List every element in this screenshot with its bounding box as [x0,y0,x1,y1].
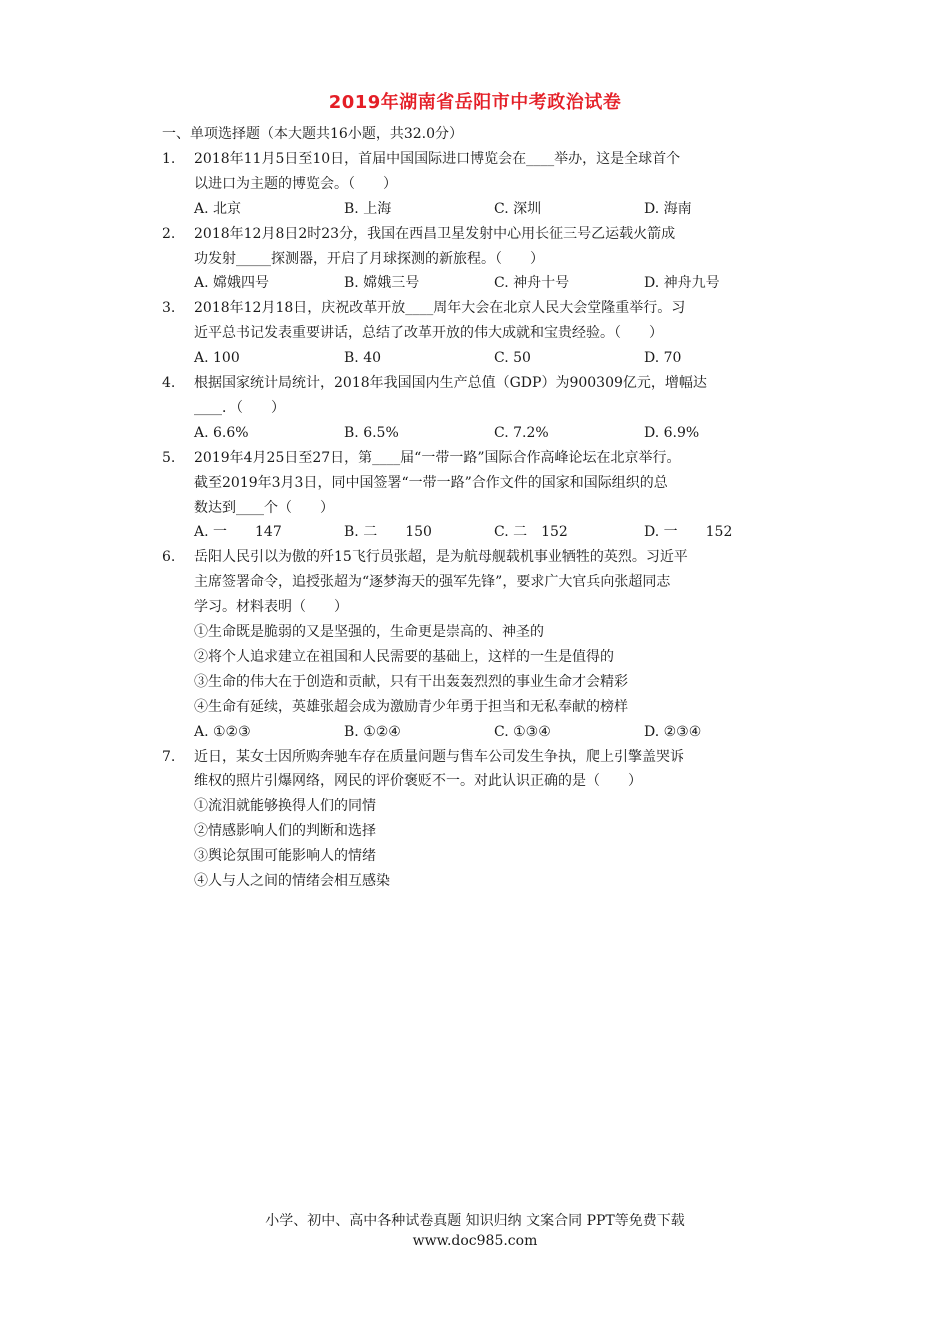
question-text-line: 学习。材料表明（ ） [194,599,348,616]
option-a: A. 一 147 [194,524,282,541]
option-c: C. 7.2% [494,424,549,441]
page-title: 2019年湖南省岳阳市中考政治试卷 [328,92,622,113]
question-text-line: 维权的照片引爆网络，网民的评价褒贬不一。对此认识正确的是（ ） [194,773,642,790]
option-c: C. ①③④ [494,723,551,740]
question-number: 4. [162,375,176,391]
option-a: A. 嫦娥四号 [194,275,270,292]
question-number: 2. [162,225,176,242]
option-b: B. 6.5% [344,424,399,441]
option-b: B. 嫦娥三号 [344,275,420,292]
question-text-line: 2018年12月18日，庆祝改革开放____周年大会在北京人民大会堂隆重举行。习 [194,300,686,317]
footer-line-1: 小学、初中、高中各种试卷真题 知识归纳 文案合同 PPT等免费下载 [265,1213,685,1229]
question-text-line: 截至2019年3月3日，同中国签署“一带一路”合作文件的国家和国际组织的总 [194,474,668,491]
option-a: A. 100 [194,350,240,367]
option-a: A. 6.6% [194,424,249,441]
option-b: B. 40 [344,350,382,367]
question-text-line: 近日，某女士因所购奔驰车存在质量问题与售车公司发生争执，爬上引擎盖哭诉 [194,748,684,765]
option-a: A. ①②③ [194,723,251,740]
option-b: B. 上海 [344,200,392,217]
question-text-line: 2018年11月5日至10日，首届中国国际进口博览会在____举办，这是全球首个 [194,150,681,167]
question-text-line: 2018年12月8日2时23分，我国在西昌卫星发射中心用长征三号乙运载火箭成 [194,225,676,242]
option-a: A. 北京 [194,200,242,217]
footer-line-2: www.doc985.com [412,1233,538,1249]
options-row [194,722,794,742]
options-row [194,273,794,293]
question-number: 1. [162,150,176,167]
question-text-line: ④人与人之间的情绪会相互感染 [194,873,390,889]
option-d: D. 70 [644,350,682,367]
question-text-line: 主席签署命令，追授张超为“逐梦海天的强军先锋”，要求广大官兵向张超同志 [194,574,671,591]
question-text-line: 功发射_____探测器，开启了月球探测的新旅程。（ ） [194,250,544,267]
question-number: 5. [162,449,176,466]
option-c: C. 二 152 [494,524,568,541]
option-c: C. 神舟十号 [494,275,570,292]
question-number: 3. [162,300,176,317]
option-d: D. 6.9% [644,424,700,441]
question-text-line: ①流泪就能够换得人们的同情 [194,798,376,815]
question-text-line: ②将个人追求建立在祖国和人民需要的基础上，这样的一生是值得的 [194,648,614,665]
option-b: B. 二 150 [344,524,432,541]
option-c: C. 深圳 [494,200,542,217]
option-d: D. 海南 [644,200,692,217]
question-text-line: 以进口为主题的博览会。（ ） [194,175,397,192]
question-number: 7. [162,748,176,765]
option-d: D. ②③④ [644,723,702,740]
question-text-line: ④生命有延续，英雄张超会成为激励青少年勇于担当和无私奉献的榜样 [194,698,628,715]
option-d: D. 神舟九号 [644,275,720,292]
question-text-line: 近平总书记发表重要讲话，总结了改革开放的伟大成就和宝贵经验。（ ） [194,325,663,342]
question-text-line: ③生命的伟大在于创造和贡献，只有干出轰轰烈烈的事业生命才会精彩 [194,673,628,690]
question-text-line: ①生命既是脆弱的又是坚强的，生命更是崇高的、神圣的 [194,624,544,640]
question-number: 6. [162,549,176,566]
question-text-line: ②情感影响人们的判断和选择 [194,823,376,840]
option-d: D. 一 152 [644,524,733,541]
options-row [194,199,794,219]
section-heading: 一、单项选择题（本大题共16小题，共32.0分） [162,126,463,142]
question-text-line: 岳阳人民引以为傲的歼15飞行员张超，是为航母舰载机事业牺牲的英烈。习近平 [194,549,688,566]
question-text-line: 数达到____个（ ） [194,499,334,516]
question-text-line: ③舆论氛围可能影响人的情绪 [194,848,376,865]
options-row [194,522,794,542]
options-row [194,423,794,443]
options-row [194,348,794,368]
question-text-line: ____．（ ） [194,399,285,416]
question-text-line: 2019年4月25日至27日，第____届“一带一路”国际合作高峰论坛在北京举行。 [194,449,681,466]
option-c: C. 50 [494,350,531,367]
question-text-line: 根据国家统计局统计，2018年我国国内生产总值（GDP）为900309亿元，增幅达 [194,375,707,391]
option-b: B. ①②④ [344,723,401,740]
